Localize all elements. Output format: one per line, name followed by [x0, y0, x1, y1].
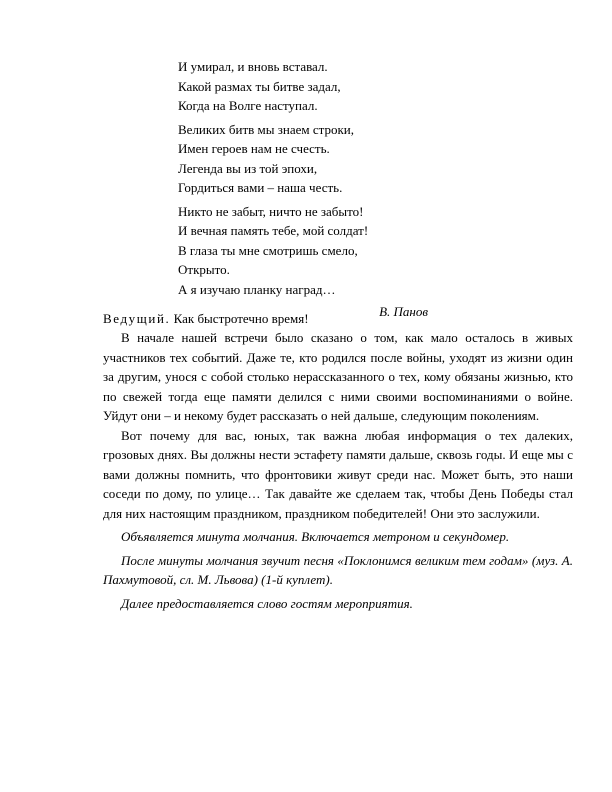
poem-line: И вечная память тебе, мой солдат! — [178, 223, 369, 238]
poem-stanza — [178, 202, 428, 300]
poem-line: Открыто. — [178, 262, 230, 277]
stage-direction: Объявляется минута молчания. Включается метроном и секундомер. — [121, 529, 510, 544]
poem-line: Легенда вы из той эпохи, — [178, 160, 318, 176]
poem-line: А я изучаю планку наград… — [178, 281, 336, 297]
poem-line: В глаза ты мне смотришь смело, — [178, 242, 358, 258]
poem-line: Гордиться вами – наша честь. — [178, 180, 343, 195]
poem-stanza — [178, 120, 428, 198]
poem-line: Какой размах ты битве задал, — [178, 78, 341, 94]
poem-line: И умирал, и вновь вставал. — [178, 59, 328, 74]
poem-line: Когда на Волге наступал. — [178, 98, 318, 113]
poem-line: Великих битв мы знаем строки, — [178, 121, 355, 137]
speaker-text: Как быстротечно время! — [173, 311, 309, 326]
speaker-label: Ведущий. — [103, 311, 171, 326]
body-paragraph: В начале нашей встречи было сказано о том, как мало осталось в живых участников тех событий. Даже те, кто родился после войны, уходят из жизни один за другим, унося с собой столько нерассказанного о тех, кому обязаны жизнью, кто по свежей тогда еще памяти делился с ними своими воспоминаниями о войне. Уйдут они – и некому будет рассказать о ней дальше, следующим поколениям. — [103, 330, 573, 423]
poem-stanza — [178, 57, 428, 116]
prose-section — [103, 309, 573, 613]
poem-line: Никто не забыт, ничто не забыто! — [178, 203, 364, 219]
stage-direction: Далее предоставляется слово гостям мероприятия. — [121, 595, 413, 611]
body-paragraph: Вот почему для вас, юных, так важна любая информация о тех далеких, грозовых днях. Вы должны нести эстафету памяти дальше, сквозь годы. И еще мы с вами должны помнить, что фронтовики живут среди нас. Может быть, это наши соседи по дому, по улице… Так давайте же сделаем так, чтобы День Победы стал для них настоящим праздником, праздником победителей! Они это заслужили. — [103, 427, 573, 521]
speaker-line — [103, 309, 573, 328]
stage-direction: После минуты молчания звучит песня «Поклонимся великим тем годам» (муз. А. Пахмутовой, сл. М. Львова) (1-й куплет). — [103, 552, 573, 587]
poem-line: Имен героев нам не счесть. — [178, 141, 330, 156]
poem-author: В. Панов — [379, 304, 428, 319]
poem — [178, 57, 428, 321]
